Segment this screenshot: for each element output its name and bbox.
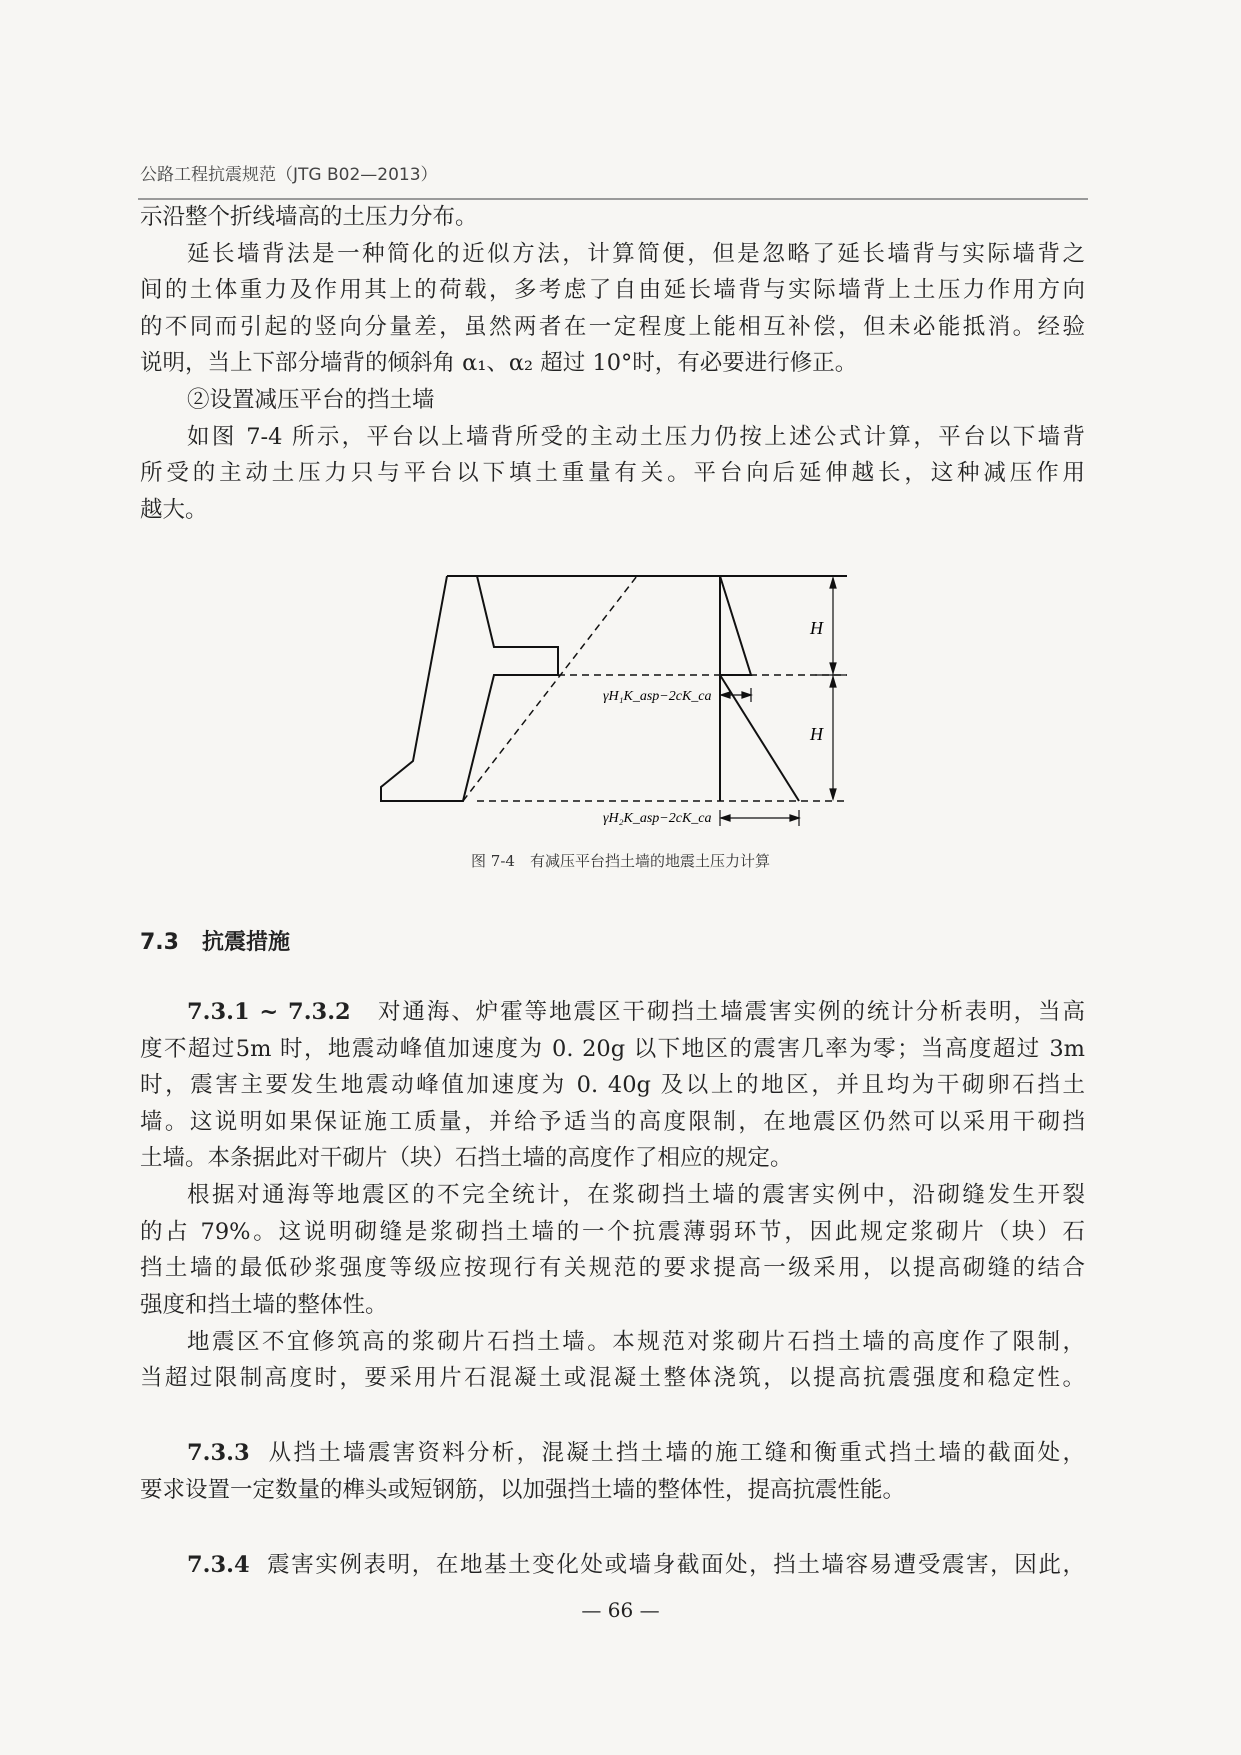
text-line: 当超过限制高度时，要采用片石混凝土或混凝土整体浇筑，以提高抗震强度和稳定性。 <box>140 1365 1085 1391</box>
text-line: 的占 79%。这说明砌缝是浆砌挡土墙的一个抗震薄弱环节，因此规定浆砌片（块）石 <box>140 1219 1085 1245</box>
label-p2: γH₂K_asp−2cK_ca <box>603 811 712 826</box>
text-line: 土墙。本条据此对干砌片（块）石挡土墙的高度作了相应的规定。 <box>140 1145 793 1171</box>
section-number: 7.3 <box>140 930 179 955</box>
clause-line <box>187 997 1085 1027</box>
retaining-wall-outline <box>381 576 558 801</box>
text-line: 所受的主动土压力只与平台以下填土重量有关。平台向后延伸越长，这种减压作用 <box>140 460 1085 486</box>
text-line: 说明，当上下部分墙背的倾斜角 α₁、α₂ 超过 10°时，有必要进行修正。 <box>140 350 858 376</box>
label-h-upper: H <box>810 618 823 638</box>
page-number: — 66 — <box>581 1598 660 1622</box>
lower-pressure-line <box>720 675 799 801</box>
figure-caption: 图 7-4 有减压平台挡土墙的地震土压力计算 <box>471 852 770 870</box>
text-line: 的不同而引起的竖向分量差，虽然两者在一定程度上能相互补偿，但未必能抵消。经验 <box>140 314 1085 340</box>
text-line: 对通海、炉霍等地震区干砌挡土墙震害实例的统计分析表明，当高 <box>377 999 1085 1025</box>
text-line: 从挡土墙震害资料分析，混凝土挡土墙的施工缝和衡重式挡土墙的截面处， <box>268 1440 1085 1466</box>
section-title: 抗震措施 <box>201 930 290 955</box>
text-line: 墙。这说明如果保证施工质量，并给予适当的高度限制，在地震区仍然可以采用干砌挡 <box>140 1109 1085 1135</box>
text-line: 间的土体重力及作用其上的荷载，多考虑了自由延长墙背与实际墙背上土压力作用方向 <box>140 277 1085 303</box>
text-line: 地震区不宜修筑高的浆砌片石挡土墙。本规范对浆砌片石挡土墙的高度作了限制， <box>187 1329 1085 1355</box>
clause-number: 7.3.3 <box>187 1440 250 1466</box>
text-line: 越大。 <box>140 497 208 523</box>
text-line: 如图 7-4 所示，平台以上墙背所受的主动土压力仍按上述公式计算，平台以下墙背 <box>187 424 1085 450</box>
clause-number: 7.3.4 <box>187 1552 250 1578</box>
text-line: 度不超过5m 时，地震动峰值加速度为 0. 20g 以下地区的震害几率为零；当高度超过 3m <box>140 1036 1085 1062</box>
text-line: 示沿整个折线墙高的土压力分布。 <box>140 204 478 230</box>
clause-line <box>187 1438 1085 1468</box>
running-header: 公路工程抗震规范（JTG B02—2013） <box>140 165 438 185</box>
text-line: 挡土墙的最低砂浆强度等级应按现行有关规范的要求提高一级采用，以提高砌缝的结合 <box>140 1255 1085 1281</box>
text-line: 时，震害主要发生地震动峰值加速度为 0. 40g 及以上的地区，并且均为干砌卵石挡土 <box>140 1072 1085 1098</box>
text-line: 震害实例表明，在地基土变化处或墙身截面处，挡土墙容易遭受震害，因此， <box>267 1552 1085 1578</box>
text-line: 根据对通海等地震区的不完全统计，在浆砌挡土墙的震害实例中，沿砌缝发生开裂 <box>187 1182 1085 1208</box>
label-h-lower: H <box>810 724 823 744</box>
text-line: 延长墙背法是一种简化的近似方法，计算简便，但是忽略了延长墙背与实际墙背之 <box>187 241 1085 267</box>
clause-line <box>187 1550 1085 1580</box>
upper-pressure-triangle <box>720 576 751 675</box>
section-heading <box>140 925 290 956</box>
label-p1: γH₁K_asp−2cK_ca <box>603 689 712 704</box>
text-line: 要求设置一定数量的榫头或短钢筋，以加强挡土墙的整体性，提高抗震性能。 <box>140 1477 906 1503</box>
text-line: ②设置减压平台的挡土墙 <box>187 387 435 413</box>
text-line: 强度和挡土墙的整体性。 <box>140 1292 388 1318</box>
clause-number: 7.3.1 ~ 7.3.2 <box>187 999 351 1025</box>
